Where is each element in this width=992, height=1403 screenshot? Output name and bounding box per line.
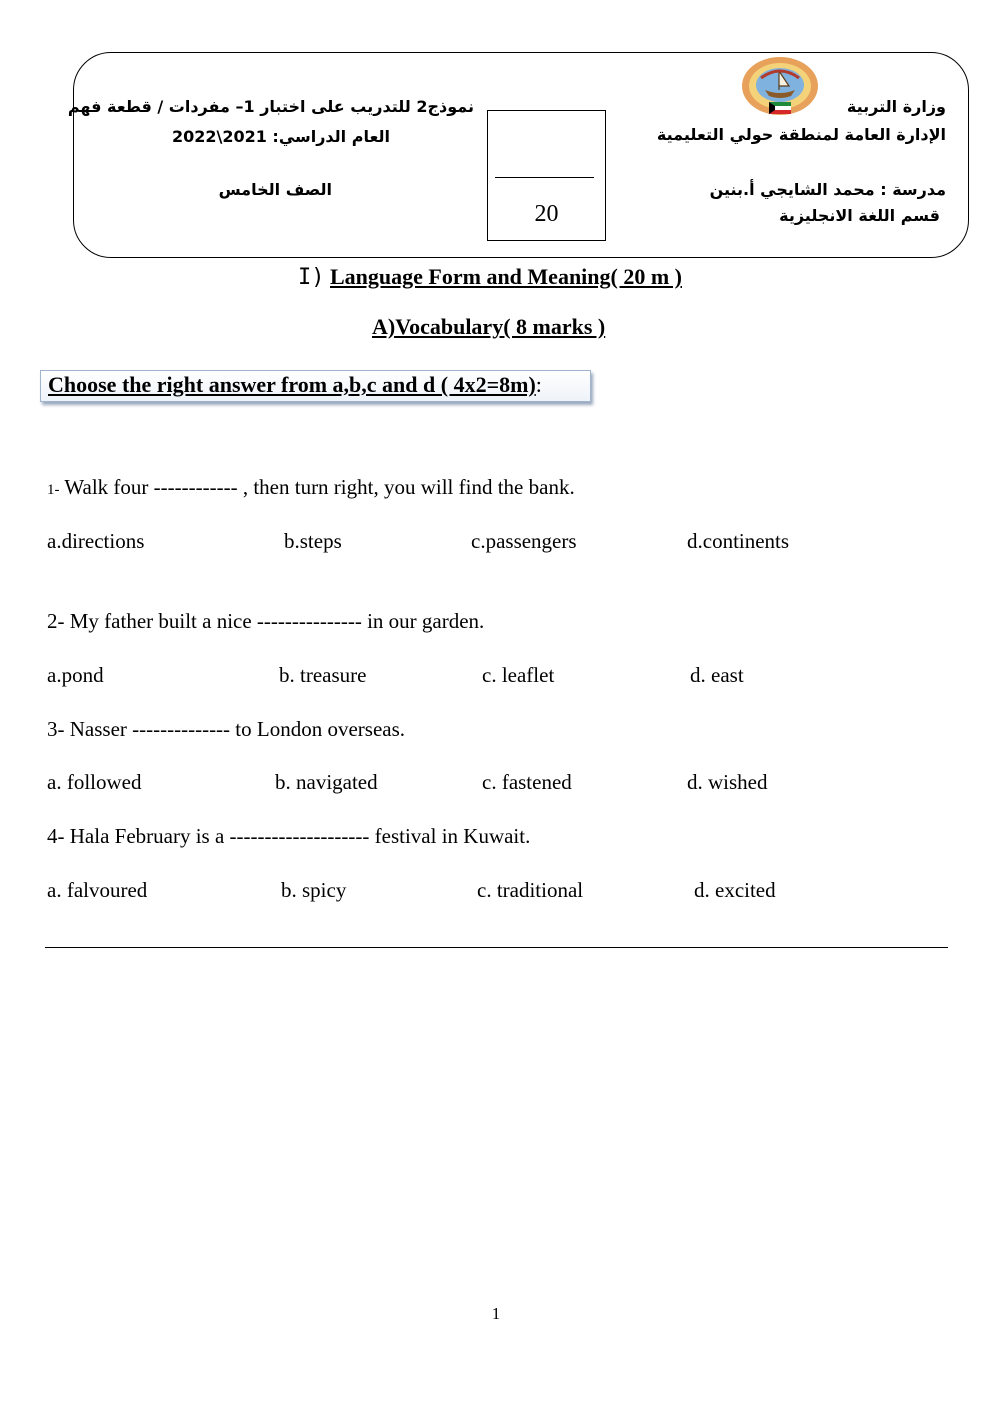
subsection-title: A)Vocabulary( 8 marks ) xyxy=(372,314,606,339)
district-name: الإدارة العامة لمنطقة حولي التعليمية xyxy=(656,125,946,144)
department-name: قسم اللغة الانجليزية xyxy=(779,206,940,225)
section-roman: I) xyxy=(298,265,325,290)
section-title-text: Language Form and Meaning( 20 m ) xyxy=(330,264,682,289)
question-1-number: 1- xyxy=(47,482,60,498)
q3-option-d[interactable]: d. wished xyxy=(687,770,768,794)
q1-option-d[interactable]: d.continents xyxy=(687,529,790,553)
q1-option-a[interactable]: a.directions xyxy=(47,529,145,553)
q1-option-c[interactable]: c.passengers xyxy=(471,529,577,553)
q3-option-b[interactable]: b. navigated xyxy=(275,770,378,794)
q4-option-a[interactable]: a. falvoured xyxy=(47,878,148,902)
q4-option-b[interactable]: b. spicy xyxy=(281,878,347,902)
q3-option-a[interactable]: a. followed xyxy=(47,770,142,794)
score-total: 20 xyxy=(534,201,559,227)
q2-option-b[interactable]: b. treasure xyxy=(279,663,367,687)
school-name: مدرسة : محمد الشايجي أ.بنين xyxy=(709,180,946,199)
q3-option-c[interactable]: c. fastened xyxy=(482,770,572,794)
q2-option-a[interactable]: a.pond xyxy=(47,663,104,687)
q4-option-c[interactable]: c. traditional xyxy=(477,878,584,902)
score-line xyxy=(495,177,594,178)
question-4: 4- Hala February is a -------------------- festival in Kuwait. xyxy=(47,824,531,848)
exam-title: نموذج2 للتدريب على اختبار 1– مفردات / قطعة فهم xyxy=(67,97,474,116)
q4-option-d[interactable]: d. excited xyxy=(694,878,776,902)
question-2: 2- My father built a nice --------------- in our garden. xyxy=(47,609,485,633)
instruction-label: Choose the right answer from a,b,c and d ( 4x2=8m) xyxy=(48,372,536,397)
academic-year: العام الدراسي: 2021\2022 xyxy=(171,127,390,146)
q1-option-b[interactable]: b.steps xyxy=(284,529,342,553)
grade-label: الصف الخامس xyxy=(218,180,332,199)
score-box xyxy=(487,110,606,241)
section-divider xyxy=(45,947,948,948)
question-3: 3- Nasser -------------- to London overseas. xyxy=(47,717,406,741)
page-number: 1 xyxy=(491,1304,501,1323)
section-title xyxy=(298,264,682,290)
kuwait-emblem-icon xyxy=(739,56,821,119)
question-1 xyxy=(47,475,575,500)
q2-option-d[interactable]: d. east xyxy=(690,663,744,687)
instruction-colon: : xyxy=(535,372,542,397)
ministry-name: وزارة التربية xyxy=(846,97,946,116)
question-1-text: Walk four ------------ , then turn right, you will find the bank. xyxy=(64,475,575,499)
instruction-box xyxy=(40,370,591,402)
instruction-text xyxy=(48,372,542,398)
q2-option-c[interactable]: c. leaflet xyxy=(482,663,555,687)
